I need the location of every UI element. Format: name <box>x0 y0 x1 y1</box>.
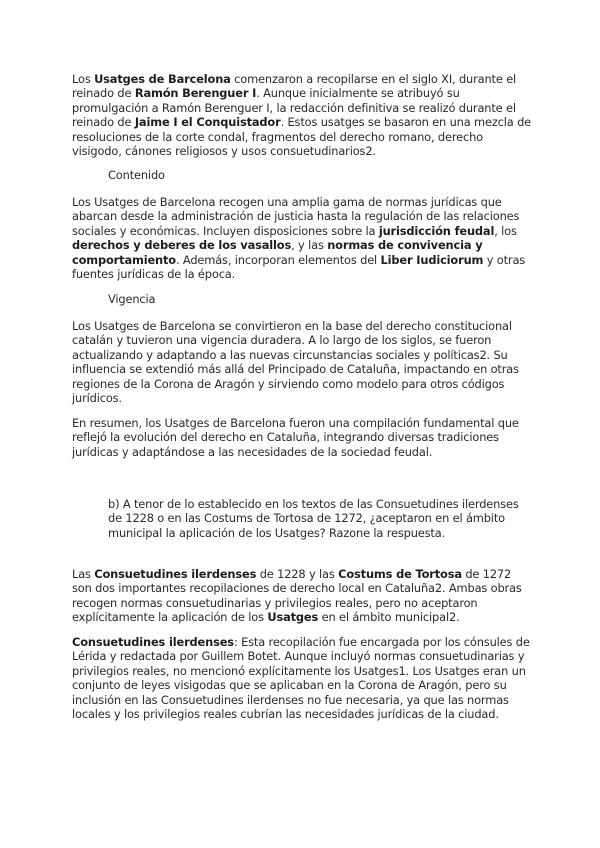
paragraph-answer <box>72 567 532 625</box>
text-run: de 1228 y las <box>256 567 339 581</box>
bold-term: Costums de Tortosa <box>338 567 462 581</box>
heading-vigencia: Vigencia <box>108 292 156 306</box>
text-run: y otras fuentes jurídicas de la época. <box>72 252 526 282</box>
bold-term: Usatges <box>267 610 319 625</box>
text-run: de 1272 son dos importantes recopilaciones de derecho local en Cataluña2. Ambas obras recogen normas consuetudinarias y privilegios reales, pero no aceptaron explícitamente la aplicación de los <box>72 567 522 625</box>
text-run: Los <box>72 72 95 86</box>
paragraph-contenido <box>72 195 532 281</box>
bold-term: jurisdicción feudal <box>378 223 495 238</box>
bold-term: Consuetudines ilerdenses <box>72 635 234 649</box>
text-run: Las <box>72 567 95 581</box>
text-run: . Aunque inicialmente se atribuyó su promulgación a Ramón Berenguer I, la redacción definitiva se realizó durante el reinado de <box>72 86 516 130</box>
bold-term: Liber Iudiciorum <box>380 252 484 267</box>
text-run: . Estos usatges se basaron en una mezcla de resoluciones de la corte condal, fragmentos del derecho romano, derecho visigodo, cánones religiosos y usos consuetudinarios2. <box>72 115 532 159</box>
text-run: : Esta recopilación fue encargada por los cónsules de Lérida y redactada por Guillem Botet. Aunque incluyó normas consuetudinarias y privilegios reales, no mencionó explícitamente los Usatges1. Los Usatges eran un conjunto de leyes visigodas que se aplicaban en la Corona de Aragón, pero su inclusión en las Consuetudines ilerdenses no fue necesaria, ya que las normas locales y los privilegios reales cubrían las necesidades jurídicas de la ciudad. <box>72 635 530 722</box>
paragraph-origins <box>72 72 532 158</box>
text-run: Los Usatges de Barcelona recogen una amplia gama de normas jurídicas que abarcan desde la administración de justicia hasta la regulación de las relaciones sociales y económicas. Incluyen disposiciones sobre la <box>72 195 520 238</box>
bold-term: Consuetudines ilerdenses <box>94 567 257 581</box>
question-b: b) A tenor de lo establecido en los textos de las Consuetudines ilerdenses de 1228 o en las Costums de Tortosa de 1272, ¿aceptaron en el ámbito municipal la aplicación de los Usatges? Razone la respuesta. <box>108 497 519 540</box>
paragraph-ilerdenses <box>72 635 532 721</box>
bold-term: derechos y deberes de los vasallos <box>72 238 292 253</box>
text-run: , y las <box>291 238 328 253</box>
paragraph-resumen: En resumen, los Usatges de Barcelona fueron una compilación fundamental que reflejó la evolución del derecho en Cataluña, integrando diversas tradiciones jurídicas y adaptándose a las necesidades de la sociedad feudal. <box>72 416 519 459</box>
bold-term: Ramón Berenguer I <box>134 86 257 101</box>
paragraph-vigencia: Los Usatges de Barcelona se convirtieron en la base del derecho constitucional catalán y tuvieron una vigencia duradera. A lo largo de los siglos, se fueron actualizando y adaptando a las nuevas circunstancias sociales y políticas2. Su influencia se extendió más allá del Principado de Cataluña, impactando en otras regiones de la Corona de Aragón y sirviendo como modelo para otros códigos jurídicos. <box>72 319 519 406</box>
text-run: . Además, incorporan elementos del <box>175 252 381 267</box>
text-run: comenzaron a recopilarse en el siglo XI, durante el reinado de <box>72 72 517 101</box>
text-run: , los <box>494 223 517 238</box>
bold-term: Usatges de Barcelona <box>94 72 231 86</box>
bold-term: normas de convivencia y comportamiento <box>72 238 483 267</box>
heading-contenido: Contenido <box>108 168 165 182</box>
text-run: en el ámbito municipal2. <box>318 610 460 625</box>
bold-term: Jaime I el Conquistador <box>134 115 281 130</box>
